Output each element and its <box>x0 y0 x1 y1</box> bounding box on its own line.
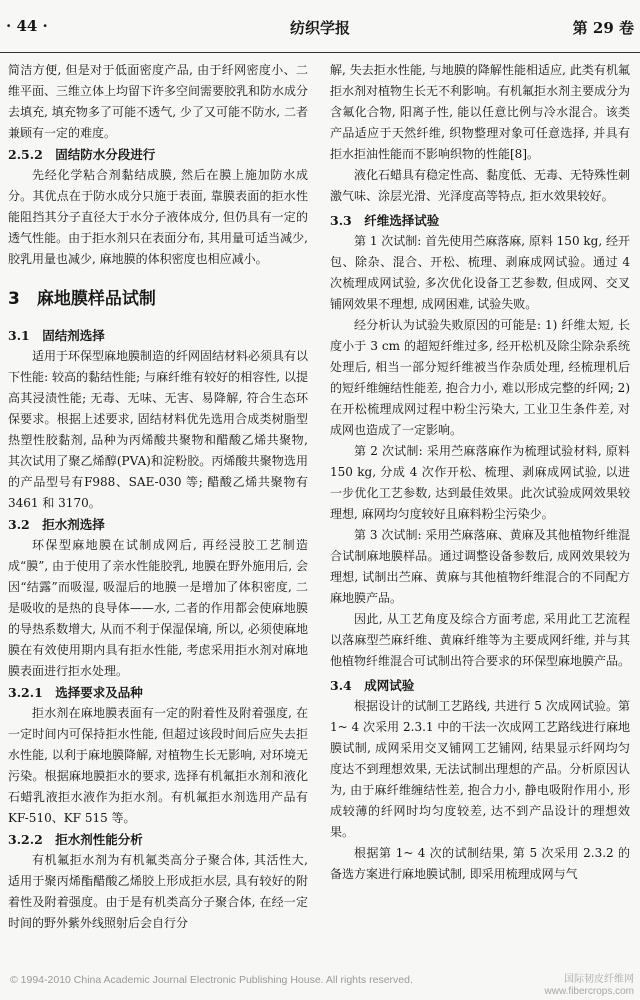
copyright-notice: © 1994-2010 China Academic Journal Electronic Publishing House. All rights reserved. <box>10 974 413 986</box>
paragraph: 经分析认为试验失败原因的可能是: 1) 纤维太短, 长度小于 3 cm 的超短纤维过多, 经开松机及除尘除杂系统处理后, 相当一部分短纤维被当作杂质处理, 经梳理机后的短纤维缠结性能差, 抱合力小, 难以形成完整的纤网; 2) 在开松梳理成网过程中粉尘污染大, 工业卫生条件差, 对成网也造成了一定影响。 <box>330 318 630 437</box>
section-heading-2-5-2: 2.5.2 固结防水分段进行 <box>8 147 156 162</box>
watermark-url: www.fibercrops.com <box>544 986 634 997</box>
paragraph: 有机氟拒水剂为有机氟类高分子聚合体, 其活性大, 适用于聚丙烯酯醋酸乙烯胶上形成拒水层, 具有较好的附着性及附着强度。由于是有机类高分子聚合体, 在经一定时间的野外紫外线照射后会自行分 <box>8 853 308 930</box>
left-column <box>8 60 308 934</box>
paragraph: 环保型麻地膜在试制成网后, 再经浸胶工艺制造成“膜”, 由于使用了亲水性能胶乳, 地膜在野外施用后, 会因“结露”而吸湿, 吸湿后的地膜一是增加了体积密度, 二是吸收的是热的良导体——水, 二者的作用都会使麻地膜的导热系数增大, 从而不利于保湿保墒, 所以, 必须使麻地膜在有效使用期内具有拒水性能, 考虑采用拒水剂对麻地膜表面进行拒水处理。 <box>8 538 308 678</box>
section-heading-3-2-1: 3.2.1 选择要求及品种 <box>8 685 143 700</box>
site-watermark <box>545 974 634 998</box>
paragraph: 因此, 从工艺角度及综合方面考虑, 采用此工艺流程以落麻型苎麻纤维、黄麻纤维等为主要成网纤维, 并与其他植物纤维混合可试制出符合要求的环保型麻地膜产品。 <box>330 612 631 668</box>
journal-title: 纺织学报 <box>289 19 350 37</box>
watermark-text: 国际韧皮纤维网 <box>564 974 634 985</box>
paragraph: 拒水剂在麻地膜表面有一定的附着性及附着强度, 在一定时间内可保持拒水性能, 但超过该段时间后应失去拒水性能, 以利于麻地膜降解, 对植物生长无影响, 对环境无污染。根据麻地膜拒水的要求, 选择有机氟拒水剂和液化石蜡乳液拒水液作为拒水剂。有机氟拒水剂选用产品有 KF-510、KF 515 等。 <box>8 706 308 825</box>
right-column <box>330 60 630 885</box>
paragraph: 适用于环保型麻地膜制造的纤网固结材料必须具有以下性能: 较高的黏结性能; 与麻纤维有较好的相容性, 以提高其浸渍性能; 无毒、无味、无害、易降解, 符合生态环保要求。根据上述要求, 固结材料优先选用合成类树脂型热塑性胶黏剂, 品种为丙烯酸共聚物和醋酸乙烯共聚物, 其次试用了聚乙烯醇(PVA)和淀粉胶。丙烯酸共聚物选用的产品型号有F988、SAE-030 等; 醋酸乙烯共聚物有 3461 和 3170。 <box>8 349 309 510</box>
paragraph: 简洁方便, 但是对于低面密度产品, 由于纤网密度小、二维平面、三维立体上均留下许多空间需要胶乳和防水成分去填充, 填充物多了可能不透气, 少了又可能不防水, 二者兼顾有一定的难度。 <box>8 63 309 140</box>
paragraph: 第 1 次试制: 首先使用苎麻落麻, 原料 150 kg, 经开包、除杂、混合、开松、梳理、剥麻成网试验。通过 4 次梳理成网试验, 多次优化设备工艺参数, 但成网、交叉铺网效果不理想, 成网困难, 试验失败。 <box>330 234 630 311</box>
section-heading-3-1: 3.1 固结剂选择 <box>8 328 105 343</box>
paragraph: 第 3 次试制: 采用苎麻落麻、黄麻及其他植物纤维混合试制麻地膜样品。通过调整设备参数后, 成网效果较为理想, 试制出苎麻、黄麻与其他植物纤维混合的不同配方麻地膜产品。 <box>330 528 630 605</box>
paragraph: 根据第 1~ 4 次的试制结果, 第 5 次采用 2.3.2 的备选方案进行麻地膜试制, 即采用梳理成网与气 <box>330 846 630 881</box>
volume-label: 第 29 卷 <box>572 19 634 37</box>
paragraph: 根据设计的试制工艺路线, 共进行 5 次成网试验。第 1~ 4 次采用 2.3.1 中的干法一次成网工艺路线进行麻地膜试制, 成网采用交叉铺网工艺铺网, 结果显示纤网均匀度达不到理想效果, 无法试制出理想的产品。分析原因认为, 由于麻纤维缠结性差, 抱合力小, 静电吸附作用小, 形成较薄的纤网时均匀度较差, 达不到产品设计的理想效果。 <box>330 699 630 839</box>
paragraph: 第 2 次试制: 采用苎麻落麻作为梳理试验材料, 原料 150 kg, 分成 4 次作开松、梳理、剥麻成网试验, 以进一步优化工艺参数, 达到最佳效果。此次试验成网效果较理想, 麻网均匀度较好且麻料粉尘污染少。 <box>330 444 630 521</box>
section-heading-3-4: 3.4 成网试验 <box>330 678 415 693</box>
section-heading-3-3: 3.3 纤维选择试验 <box>330 213 440 228</box>
section-heading-3: 3 麻地膜样品试制 <box>8 289 156 309</box>
section-heading-3-2-2: 3.2.2 拒水剂性能分析 <box>8 832 143 847</box>
page-number: · 44 · <box>6 17 48 35</box>
section-heading-3-2: 3.2 拒水剂选择 <box>8 517 105 532</box>
paragraph: 解, 失去拒水性能, 与地膜的降解性能相适应, 此类有机氟拒水剂对植物生长无不利影响。有机氟拒水剂主要成分为含氟化合物, 阳离子性, 能以任意比例与冷水混合。该类产品适应于天然纤维, 织物整理对象可任意选择, 并具有拒水拒油性能而不影响织物的性能[8]。 <box>330 63 631 161</box>
paragraph: 液化石蜡具有稳定性高、黏度低、无毒、无特殊性刺激气味、涂层光滑、光泽度高等特点, 拒水效果较好。 <box>330 168 631 203</box>
page-header <box>0 0 640 53</box>
paragraph: 先经化学粘合剂黏结成膜, 然后在膜上施加防水成分。其优点在于防水成分只施于表面, 靠膜表面的拒水性能阻挡其分子直径大于水分子液体成分, 但仍具有一定的透气性能。由于拒水剂只在表面分布, 其用量可适当减少, 胶乳用量也减少, 麻地膜的体积密度也相应减小。 <box>8 168 308 266</box>
